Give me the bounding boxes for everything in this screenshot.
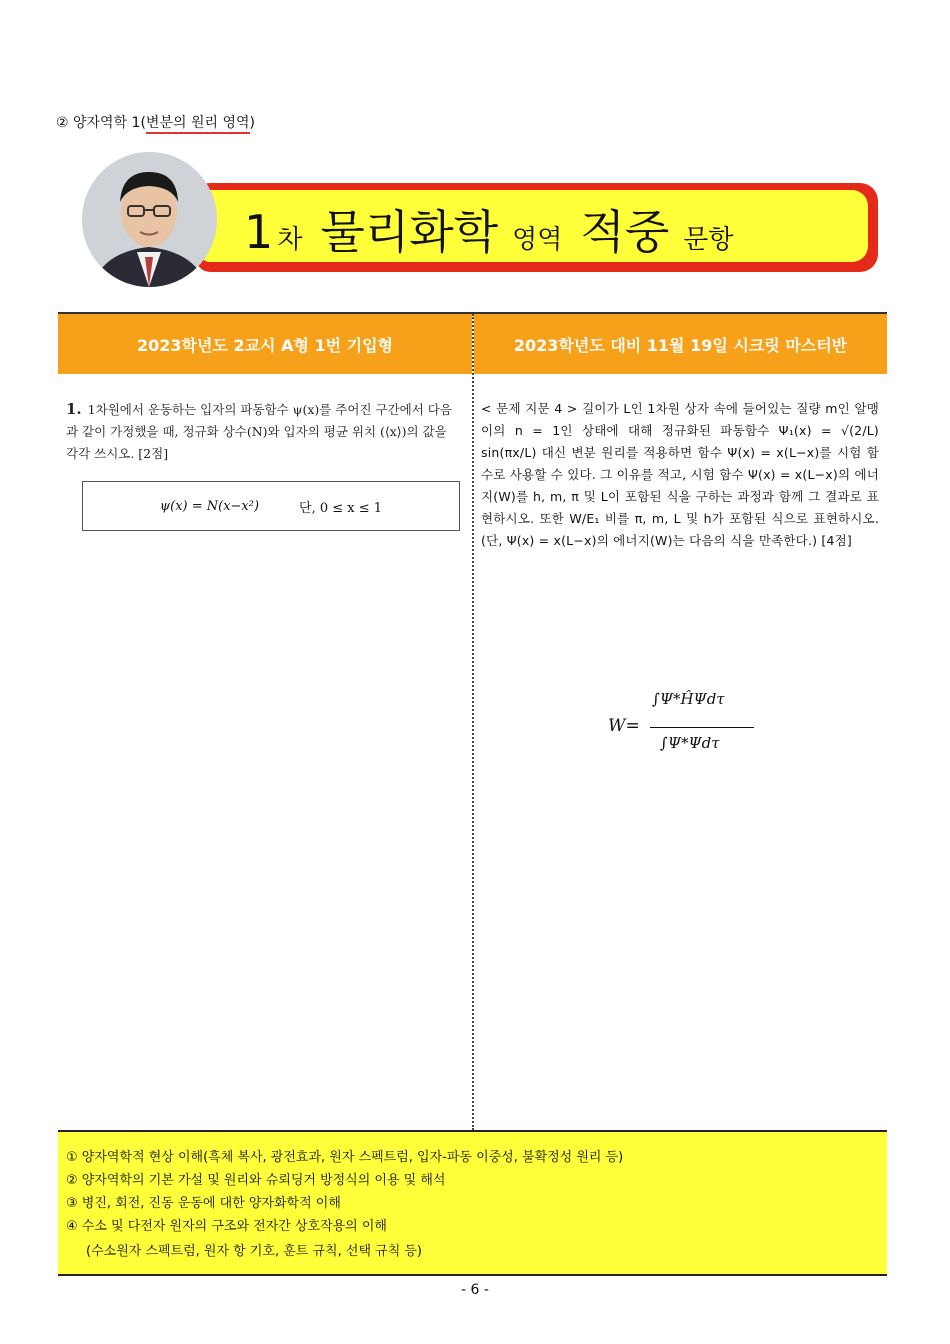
banner-text-5: 적중	[580, 205, 670, 259]
banner-title	[244, 196, 734, 262]
section-title	[56, 112, 255, 132]
curriculum-item-1: ① 양자역학적 현상 이해(흑체 복사, 광전효과, 원자 스펙트럼, 입자-파동 이중성, 불확정성 원리 등)	[66, 1150, 624, 1165]
formula-lhs: W=	[608, 716, 640, 736]
banner-text-3: 물리화학	[320, 205, 499, 259]
banner-text-2: 차	[277, 225, 303, 255]
curriculum-item-2: ② 양자역학의 기본 가설 및 원리와 슈뢰딩거 방정식의 이용 및 해석	[66, 1173, 446, 1188]
formula-numerator: ∫Ψ*ĤΨdτ	[652, 690, 725, 708]
banner-text-1: 1	[244, 205, 274, 259]
formula-fraction-bar	[650, 727, 754, 728]
section-title-suffix: )	[249, 115, 255, 131]
energy-formula	[608, 684, 768, 774]
practice-question-4-text: < 문제 지문 4 > 길이가 L인 1차원 상자 속에 들어있는 질량 m인 알맹이의 n = 1인 상태에 대해 정규화된 파동함수 Ψ₁(x) = √(2/L) sin(πx/L) 대신 변분 원리를 적용하면 함수 Ψ(x) = x(L−x)를 시험 함수로 사용할 수 있다. 그 이유를 적고, 시험 함수 Ψ(x) = x(L−x)의 에너지(W)를 h, m, π 및 L이 포함된 식을 구하는 과정과 함께 그 결과로 표현하시오. 또한 W/E₁ 비를 π, m, L 및 h가 포함된 식으로 표현하시오. (단, Ψ(x) = x(L−x)의 에너지(W)는 다음의 식을 만족한다.) [4점]	[481, 401, 879, 548]
exam-question-1	[66, 398, 461, 465]
curriculum-item-3: ③ 병진, 회전, 진동 운동에 대한 양자화학적 이해	[66, 1196, 341, 1211]
question-1-text: 1차원에서 운동하는 입자의 파동함수 ψ(x)를 주어진 구간에서 다음과 같이 가정했을 때, 정규화 상수(N)와 입자의 평균 위치 (⟨x⟩)의 값을 각각 쓰시오. [2점]	[66, 402, 452, 461]
right-column-header: 2023학년도 대비 11월 19일 시크릿 마스터반	[474, 314, 887, 374]
formula-denominator: ∫Ψ*Ψdτ	[660, 734, 720, 752]
section-title-underlined: 변분의 원리 영역	[146, 115, 250, 134]
section-title-prefix: ② 양자역학 1(	[56, 115, 146, 131]
banner-text-6: 문항	[683, 225, 734, 255]
question-1-formula: ψ(x) = N(x−x²)	[159, 498, 260, 514]
question-1-formula-box	[82, 481, 460, 531]
curriculum-item-4-detail: (수소원자 스펙트럼, 원자 항 기호, 훈트 규칙, 선택 규칙 등)	[86, 1244, 423, 1259]
curriculum-item-4: ④ 수소 및 다전자 원자의 구조와 전자간 상호작용의 이해	[66, 1219, 387, 1234]
instructor-photo	[82, 152, 217, 287]
question-number: 1.	[66, 400, 82, 418]
left-column-header: 2023학년도 2교시 A형 1번 기입형	[58, 314, 472, 374]
page-number: - 6 -	[461, 1282, 489, 1298]
question-1-condition: 단, 0 ≤ x ≤ 1	[299, 500, 383, 516]
column-divider	[472, 314, 474, 1130]
banner-text-4: 영역	[512, 225, 563, 255]
practice-question-4	[481, 398, 879, 552]
